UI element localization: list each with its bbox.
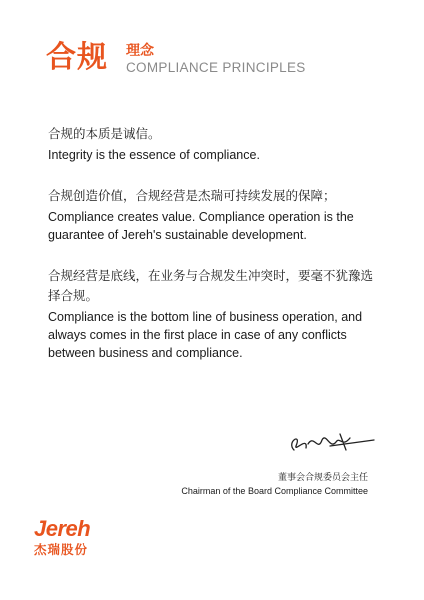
principle-1-en: Integrity is the essence of compliance. bbox=[48, 148, 260, 162]
logo-en: Jereh bbox=[34, 516, 91, 541]
principle-2 bbox=[48, 186, 384, 244]
handwritten-signature bbox=[190, 422, 380, 462]
principle-2-en: Compliance creates value. Compliance operation is the guarantee of Jereh's sustainable development. bbox=[48, 210, 354, 242]
page-subtitle-en: COMPLIANCE PRINCIPLES bbox=[126, 60, 306, 75]
principle-3 bbox=[48, 266, 384, 362]
company-logo bbox=[34, 518, 90, 558]
principle-1 bbox=[48, 124, 384, 164]
signature-title-en: Chairman of the Board Compliance Committee bbox=[181, 486, 368, 496]
logo-cn: 杰瑞股份 bbox=[34, 542, 89, 557]
signature-title-cn: 董事会合规委员会主任 bbox=[277, 473, 368, 483]
page-title: 合规 bbox=[46, 40, 108, 75]
principle-3-en: Compliance is the bottom line of business operation, and always comes in the first place in case of any conflicts between business and compliance. bbox=[48, 310, 363, 360]
principle-2-cn: 合规创造价值，合规经营是杰瑞可持续发展的保障； bbox=[48, 188, 336, 203]
page-subtitle-cn: 理念 bbox=[126, 43, 154, 59]
principle-3-cn: 合规经营是底线，在业务与合规发生冲突时，要毫不犹豫选择合规。 bbox=[48, 268, 374, 303]
principle-1-cn: 合规的本质是诚信。 bbox=[48, 126, 161, 141]
